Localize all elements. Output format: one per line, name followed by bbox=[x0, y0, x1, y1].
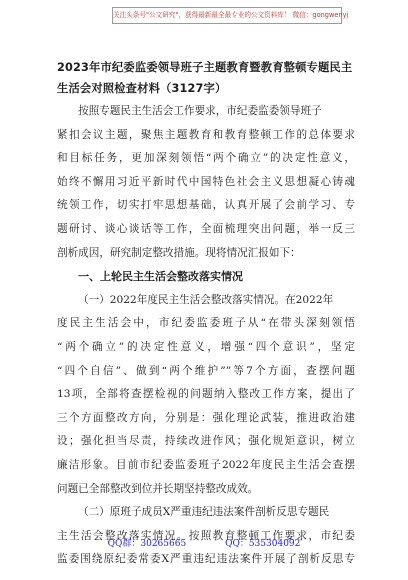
body-line: “四个自信”、做到“两个维护””等7个方面，查摆问题 bbox=[57, 364, 355, 377]
section-heading: 一、上轮民主生活会整改落实情况 bbox=[78, 270, 243, 284]
body-line: 设；强化担当尽责，持续改进作风；强化规矩意识，树立 bbox=[57, 435, 355, 448]
body-line: 题研讨、谈心谈话等工作，全面梳理突出问题，举一反三 bbox=[57, 222, 355, 235]
body-line: 剖析成因，研究制定整改措施。现将情况汇报如下： bbox=[57, 246, 301, 259]
body-line: 三个方面整改方向，分别是：强化理论武装，推进政治建 bbox=[57, 411, 355, 424]
body-line: 和目标任务，更加深刻领悟“两个确立”的决定性意义， bbox=[57, 152, 355, 165]
body-line: “两个确立”的决定性意义，增强“四个意识”，坚定 bbox=[57, 340, 355, 353]
header-banner: 关注头条号"公文研究"，获得最新最全最专业的公文资料库！ 微信：gongwenyj bbox=[112, 7, 342, 24]
footer-contacts bbox=[0, 536, 408, 549]
body-line: 监委围绕原纪委常委X严重违纪违法案件开展了剖析反思专 bbox=[57, 553, 355, 566]
body-line: 紧扣会议主题，聚焦主题教育和教育整顿工作的总体要求 bbox=[57, 128, 355, 141]
body-line: 主生活会整改落实情况。按照教育整顿工作要求，市纪委 bbox=[57, 529, 355, 542]
body-line: 度民主生活会中，市纪委监委班子从“在带头深刻领悟 bbox=[57, 317, 355, 330]
body-line: （一）2022年度民主生活会整改落实情况。在2022年 bbox=[78, 293, 334, 306]
title-line-1: 2023年市纪委监委领导班子主题教育暨教育整顿专题民主 bbox=[57, 61, 353, 74]
body-line: （二）原班子成员X严重违纪违法案件剖析反思专题民 bbox=[78, 506, 330, 519]
title-line-2: 生活会对照检查材料（3127字） bbox=[57, 82, 227, 95]
body-line: 按照专题民主生活会工作要求，市纪委监委领导班子 bbox=[78, 105, 322, 117]
body-line: 问题已全部整改到位并长期坚持整改成效。 bbox=[57, 482, 259, 495]
document-title bbox=[57, 57, 357, 99]
body-line: 统领工作，切实打牢思想基础，认真开展了会前学习、专 bbox=[57, 199, 355, 212]
footer-qq: QQ：535304092 bbox=[225, 539, 301, 549]
body-line: 廉洁形象。目前市纪委监委班子2022年度民主生活会查摆 bbox=[57, 458, 355, 471]
body-line: 13项，全部将查摆检视的问题纳入整改工作方案，提出了 bbox=[57, 388, 355, 401]
body-line: 始终不懈用习近平新时代中国特色社会主义思想凝心铸魂 bbox=[57, 175, 355, 188]
footer-qq-group: QQ群：30265665 bbox=[107, 539, 187, 549]
document-body bbox=[57, 100, 355, 572]
